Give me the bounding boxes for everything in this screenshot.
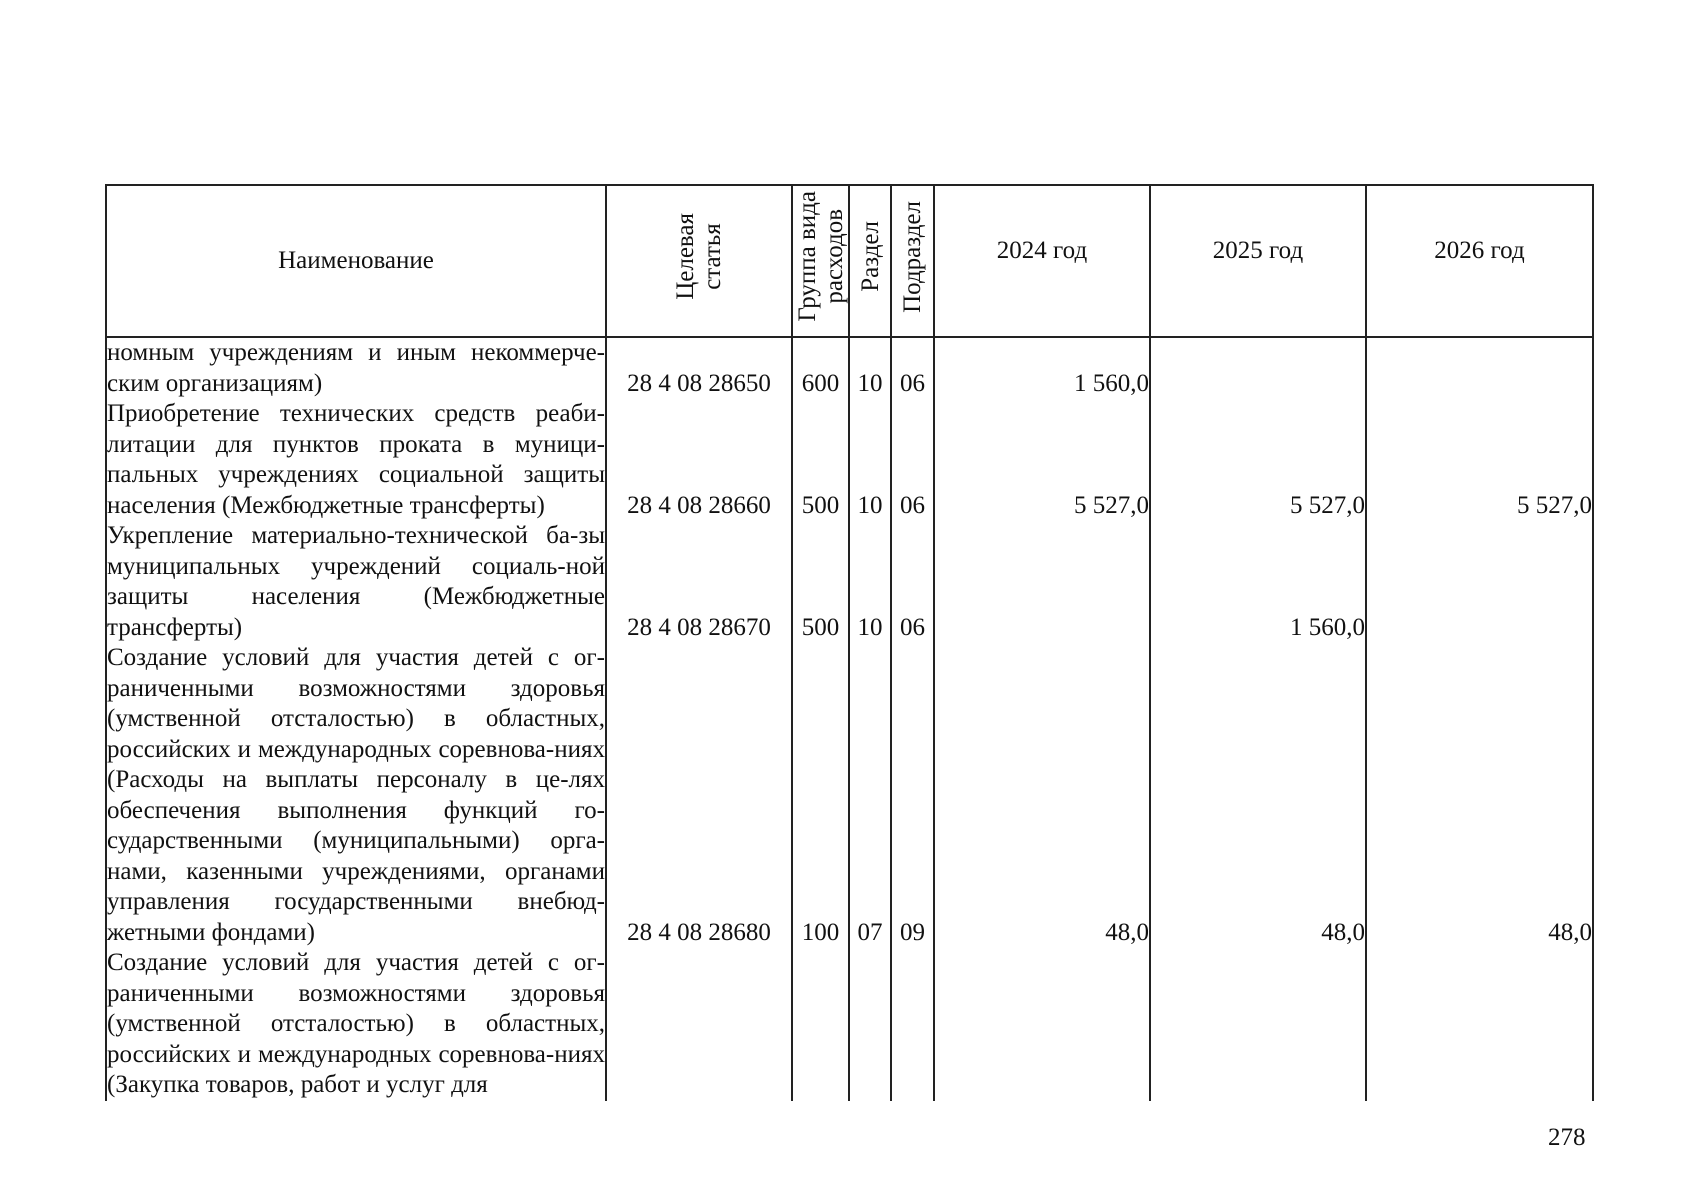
budget-table	[105, 184, 1594, 1101]
row-name: номным учреждениям и иным некоммерче-ским организациям)	[106, 337, 606, 399]
header-podrazdel: Подраздел	[891, 185, 934, 337]
row-podrazdel	[891, 948, 934, 1101]
row-2024: 1 560,0	[934, 337, 1150, 399]
row-kind: 500	[792, 521, 849, 643]
row-podrazdel: 06	[891, 521, 934, 643]
row-razdel: 10	[849, 521, 891, 643]
header-2024: 2024 год	[934, 185, 1150, 337]
row-2026: 48,0	[1366, 643, 1593, 948]
row-2025	[1150, 948, 1366, 1101]
row-code: 28 4 08 28670	[606, 521, 792, 643]
header-kind: Группа вида расходов	[792, 185, 849, 337]
table-row	[106, 643, 1593, 948]
row-podrazdel: 09	[891, 643, 934, 948]
row-kind	[792, 948, 849, 1101]
row-name: Приобретение технических средств реаби-литации для пунктов проката в муници-пальных учреждениях социальной защиты населения (Межбюджетные трансферты)	[106, 399, 606, 521]
row-razdel	[849, 948, 891, 1101]
row-2026: 5 527,0	[1366, 399, 1593, 521]
row-code: 28 4 08 28680	[606, 643, 792, 948]
row-name: Создание условий для участия детей с ог-раниченными возможностями здоровья (умственной отсталостью) в областных, российских и международных соревнова-ниях (Расходы на выплаты персоналу в це-лях обеспечения выполнения функций го-сударственными (муниципальными) орга-нами, казенными учреждениями, органами управления государственными внебюд-жетными фондами)	[106, 643, 606, 948]
table-row	[106, 399, 1593, 521]
row-2025: 5 527,0	[1150, 399, 1366, 521]
row-2025: 48,0	[1150, 643, 1366, 948]
row-code	[606, 948, 792, 1101]
header-razdel: Раздел	[849, 185, 891, 337]
row-kind: 100	[792, 643, 849, 948]
row-2024: 5 527,0	[934, 399, 1150, 521]
row-2025	[1150, 337, 1366, 399]
row-podrazdel: 06	[891, 399, 934, 521]
row-2024	[934, 948, 1150, 1101]
row-kind: 500	[792, 399, 849, 521]
table-row	[106, 521, 1593, 643]
row-code: 28 4 08 28650	[606, 337, 792, 399]
header-code: Целевая статья	[606, 185, 792, 337]
row-razdel: 10	[849, 337, 891, 399]
header-name: Наименование	[106, 185, 606, 337]
row-name: Укрепление материально-технической ба-зы муниципальных учреждений социаль-ной защиты населения (Межбюджетные трансферты)	[106, 521, 606, 643]
row-2026	[1366, 521, 1593, 643]
row-2024: 48,0	[934, 643, 1150, 948]
row-2026	[1366, 948, 1593, 1101]
table-row	[106, 948, 1593, 1101]
row-code: 28 4 08 28660	[606, 399, 792, 521]
row-2026	[1366, 337, 1593, 399]
row-podrazdel: 06	[891, 337, 934, 399]
table-header-row	[106, 185, 1593, 337]
row-razdel: 07	[849, 643, 891, 948]
row-2025: 1 560,0	[1150, 521, 1366, 643]
page-number: 278	[1548, 1124, 1586, 1151]
header-2026: 2026 год	[1366, 185, 1593, 337]
table-row	[106, 337, 1593, 399]
row-razdel: 10	[849, 399, 891, 521]
row-2024	[934, 521, 1150, 643]
header-2025: 2025 год	[1150, 185, 1366, 337]
row-kind: 600	[792, 337, 849, 399]
row-name: Создание условий для участия детей с ог-раниченными возможностями здоровья (умственной отсталостью) в областных, российских и международных соревнова-ниях (Закупка товаров, работ и услуг для	[106, 948, 606, 1101]
